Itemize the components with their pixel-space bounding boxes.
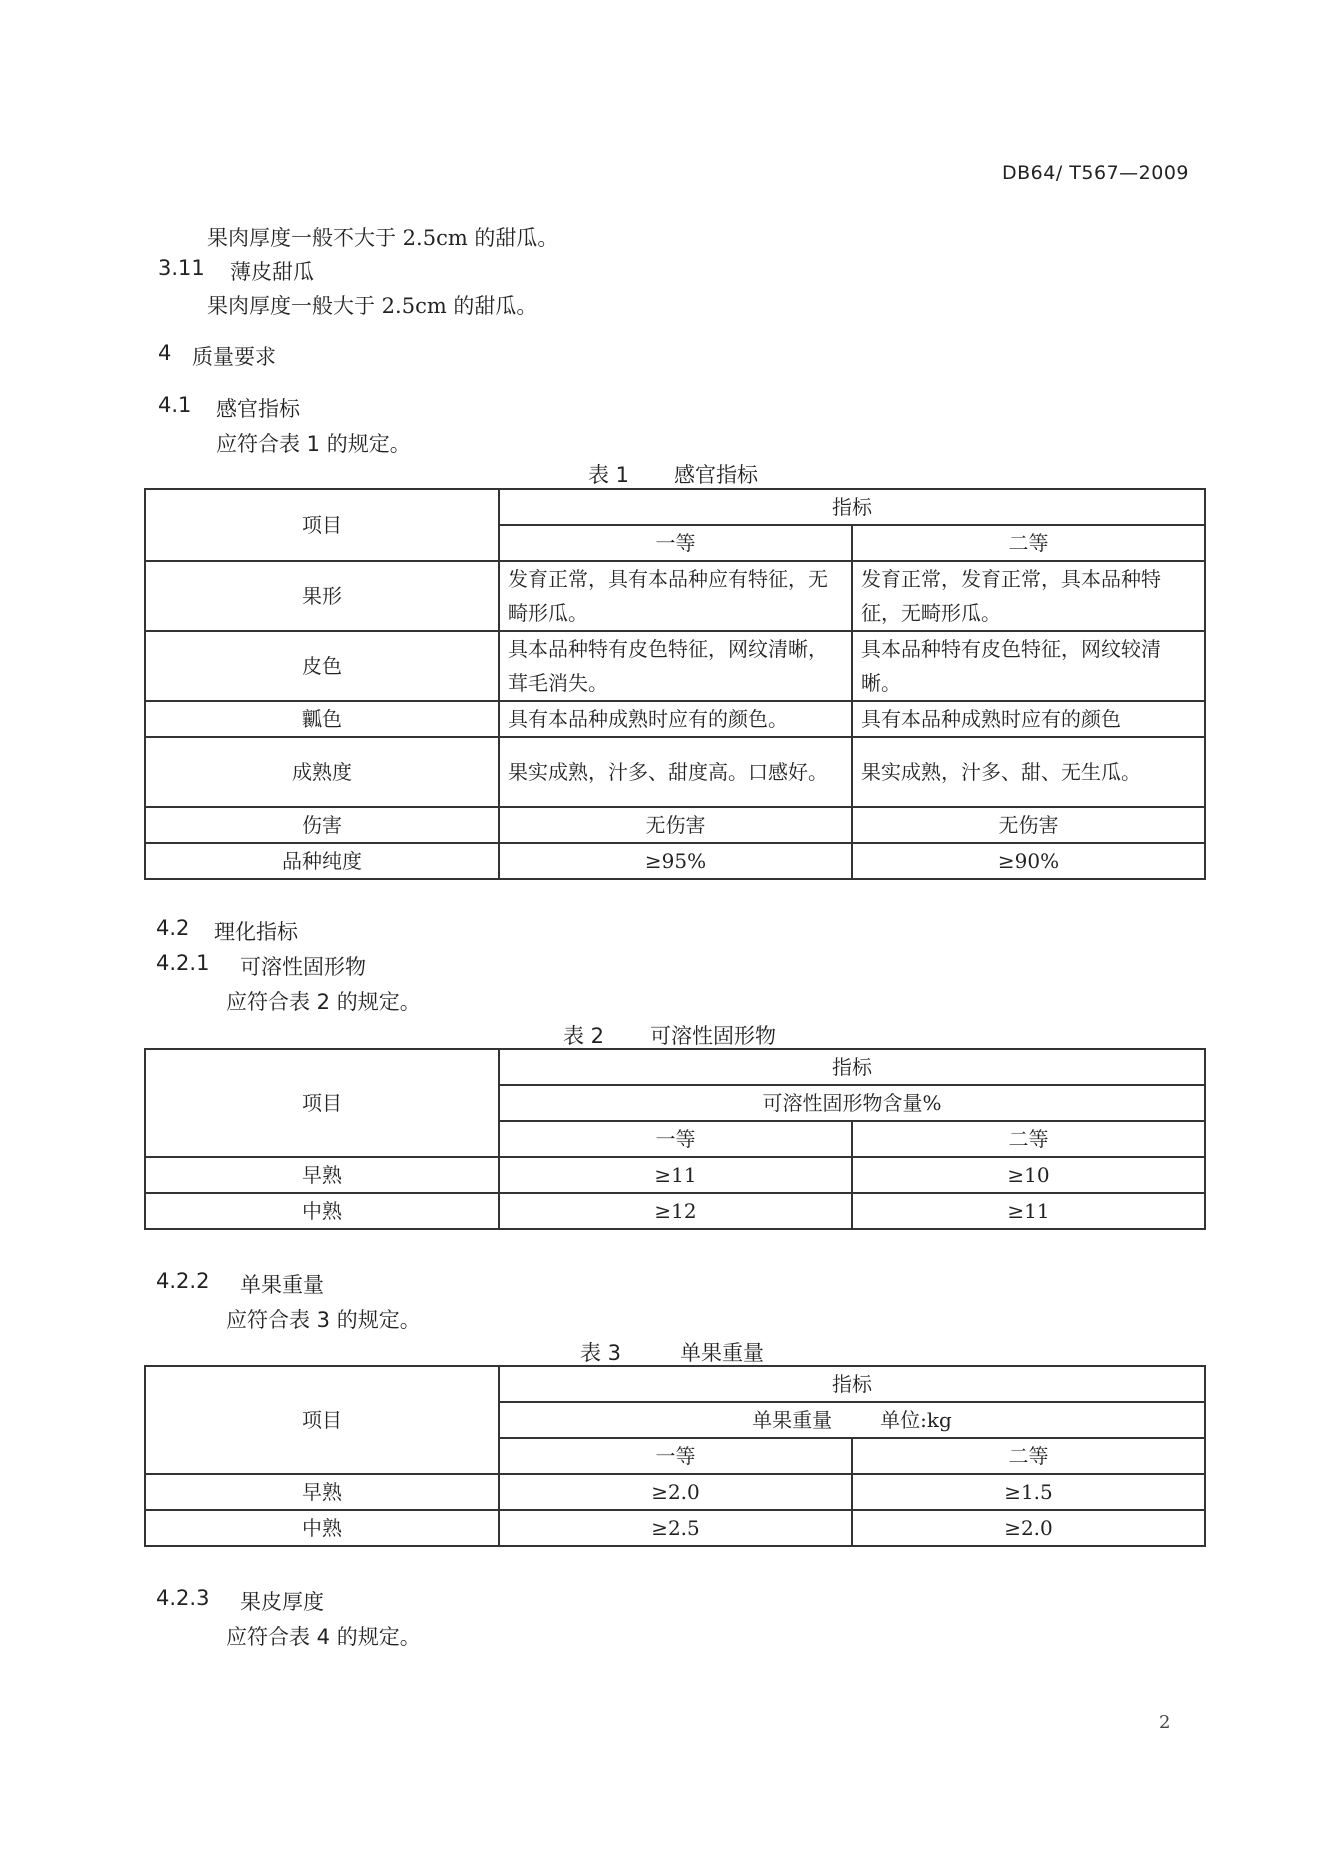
table-row: [145, 1474, 1205, 1510]
table1-caption-number: 表 1: [588, 463, 630, 487]
page-number: 2: [1159, 1712, 1171, 1733]
table1-sensory: [144, 488, 1206, 880]
table1-header-grade2: 二等: [852, 525, 1205, 561]
table-row: [145, 1157, 1205, 1193]
table1-row-grade2: ≥90%: [852, 843, 1205, 879]
table3-subheader: [499, 1402, 1205, 1438]
table1-row-grade1: 无伤害: [499, 807, 852, 843]
table2-header-grade1: 一等: [499, 1121, 852, 1157]
table1-row-item: 品种纯度: [145, 843, 499, 879]
table1-row-grade1: 具本品种特有皮色特征，网纹清晰，茸毛消失。: [499, 631, 852, 701]
clause-4-2-2-number: 4.2.2: [156, 1269, 210, 1293]
table2-row-grade2: ≥10: [852, 1157, 1205, 1193]
clause-4-2-1-body: 应符合表 2 的规定。: [226, 990, 421, 1014]
table2-header-item: 项目: [145, 1049, 499, 1157]
table1-row-item: 瓤色: [145, 701, 499, 737]
table1-row-item: 伤害: [145, 807, 499, 843]
table-row: [145, 843, 1205, 879]
table1-header-grade1: 一等: [499, 525, 852, 561]
table2-header-grade2: 二等: [852, 1121, 1205, 1157]
table1-row-grade2: 具本品种特有皮色特征，网纹较清晰。: [852, 631, 1205, 701]
table1-row-grade2: 发育正常，发育正常，具本品种特征，无畸形瓜。: [852, 561, 1205, 631]
table-row: [145, 737, 1205, 807]
clause-4-1-title: 感官指标: [216, 397, 300, 421]
table3-header-item: 项目: [145, 1366, 499, 1474]
table2-row-grade1: ≥11: [499, 1157, 852, 1193]
clause-4-2-3-title: 果皮厚度: [240, 1590, 324, 1614]
clause-3-11-number: 3.11: [158, 256, 205, 280]
table-row: [145, 1193, 1205, 1229]
table-row: [145, 561, 1205, 631]
clause-4-2-2-title: 单果重量: [240, 1273, 324, 1297]
table1-header-index: 指标: [499, 489, 1205, 525]
table3-subheader-name: 单果重量: [752, 1408, 833, 1432]
clause-4-2-3-body: 应符合表 4 的规定。: [226, 1625, 421, 1649]
table1-row-grade1: 具有本品种成熟时应有的颜色。: [499, 701, 852, 737]
table3-header-index: 指标: [499, 1366, 1205, 1402]
table2-row-item: 中熟: [145, 1193, 499, 1229]
table1-row-item: 皮色: [145, 631, 499, 701]
table1-row-grade2: 具有本品种成熟时应有的颜色: [852, 701, 1205, 737]
clause-3-11-body: 果肉厚度一般大于 2.5cm 的甜瓜。: [207, 294, 538, 318]
table1-row-grade1: 果实成熟，汁多、甜度高。口感好。: [499, 737, 852, 807]
table2-subheader: 可溶性固形物含量%: [499, 1085, 1205, 1121]
table2-row-grade1: ≥12: [499, 1193, 852, 1229]
table1-header-item: 项目: [145, 489, 499, 561]
table3-subheader-unit: 单位:kg: [880, 1408, 952, 1432]
clause-3-10-body: 果肉厚度一般不大于 2.5cm 的甜瓜。: [207, 226, 559, 250]
table1-row-item: 果形: [145, 561, 499, 631]
table3-row-item: 早熟: [145, 1474, 499, 1510]
clause-4-2-title: 理化指标: [214, 920, 298, 944]
table-row: [145, 631, 1205, 701]
table1-row-grade1: 发育正常，具有本品种应有特征，无畸形瓜。: [499, 561, 852, 631]
table3-row-grade2: ≥1.5: [852, 1474, 1205, 1510]
table-row: [145, 807, 1205, 843]
table-row: [145, 1510, 1205, 1546]
table1-row-grade2: 果实成熟，汁多、甜、无生瓜。: [852, 737, 1205, 807]
table3-row-grade1: ≥2.5: [499, 1510, 852, 1546]
table3-single-fruit-weight: [144, 1365, 1206, 1547]
table3-row-grade1: ≥2.0: [499, 1474, 852, 1510]
clause-4-2-2-body: 应符合表 3 的规定。: [226, 1308, 421, 1332]
clause-3-11-title: 薄皮甜瓜: [230, 260, 314, 284]
standard-code: DB64/ T567—2009: [1002, 162, 1190, 184]
table2-caption-title: 可溶性固形物: [650, 1024, 776, 1048]
clause-4-title: 质量要求: [192, 345, 276, 369]
table2-row-item: 早熟: [145, 1157, 499, 1193]
table3-header-grade1: 一等: [499, 1438, 852, 1474]
clause-4-2-3-number: 4.2.3: [156, 1586, 210, 1610]
table3-caption-number: 表 3: [580, 1341, 622, 1365]
table2-row-grade2: ≥11: [852, 1193, 1205, 1229]
table2-header-index: 指标: [499, 1049, 1205, 1085]
table2-caption-number: 表 2: [563, 1024, 605, 1048]
table3-header-grade2: 二等: [852, 1438, 1205, 1474]
table2-soluble-solids: [144, 1048, 1206, 1230]
table-row: [145, 701, 1205, 737]
clause-4-2-1-number: 4.2.1: [156, 951, 210, 975]
table3-row-grade2: ≥2.0: [852, 1510, 1205, 1546]
clause-4-1-body: 应符合表 1 的规定。: [216, 432, 411, 456]
table1-caption-title: 感官指标: [674, 463, 758, 487]
table3-caption-title: 单果重量: [680, 1341, 764, 1365]
clause-4-1-number: 4.1: [158, 393, 192, 417]
clause-4-2-1-title: 可溶性固形物: [240, 955, 366, 979]
table3-row-item: 中熟: [145, 1510, 499, 1546]
table1-row-item: 成熟度: [145, 737, 499, 807]
clause-4-2-number: 4.2: [156, 916, 190, 940]
clause-4-number: 4: [158, 341, 172, 365]
table1-row-grade2: 无伤害: [852, 807, 1205, 843]
table1-row-grade1: ≥95%: [499, 843, 852, 879]
